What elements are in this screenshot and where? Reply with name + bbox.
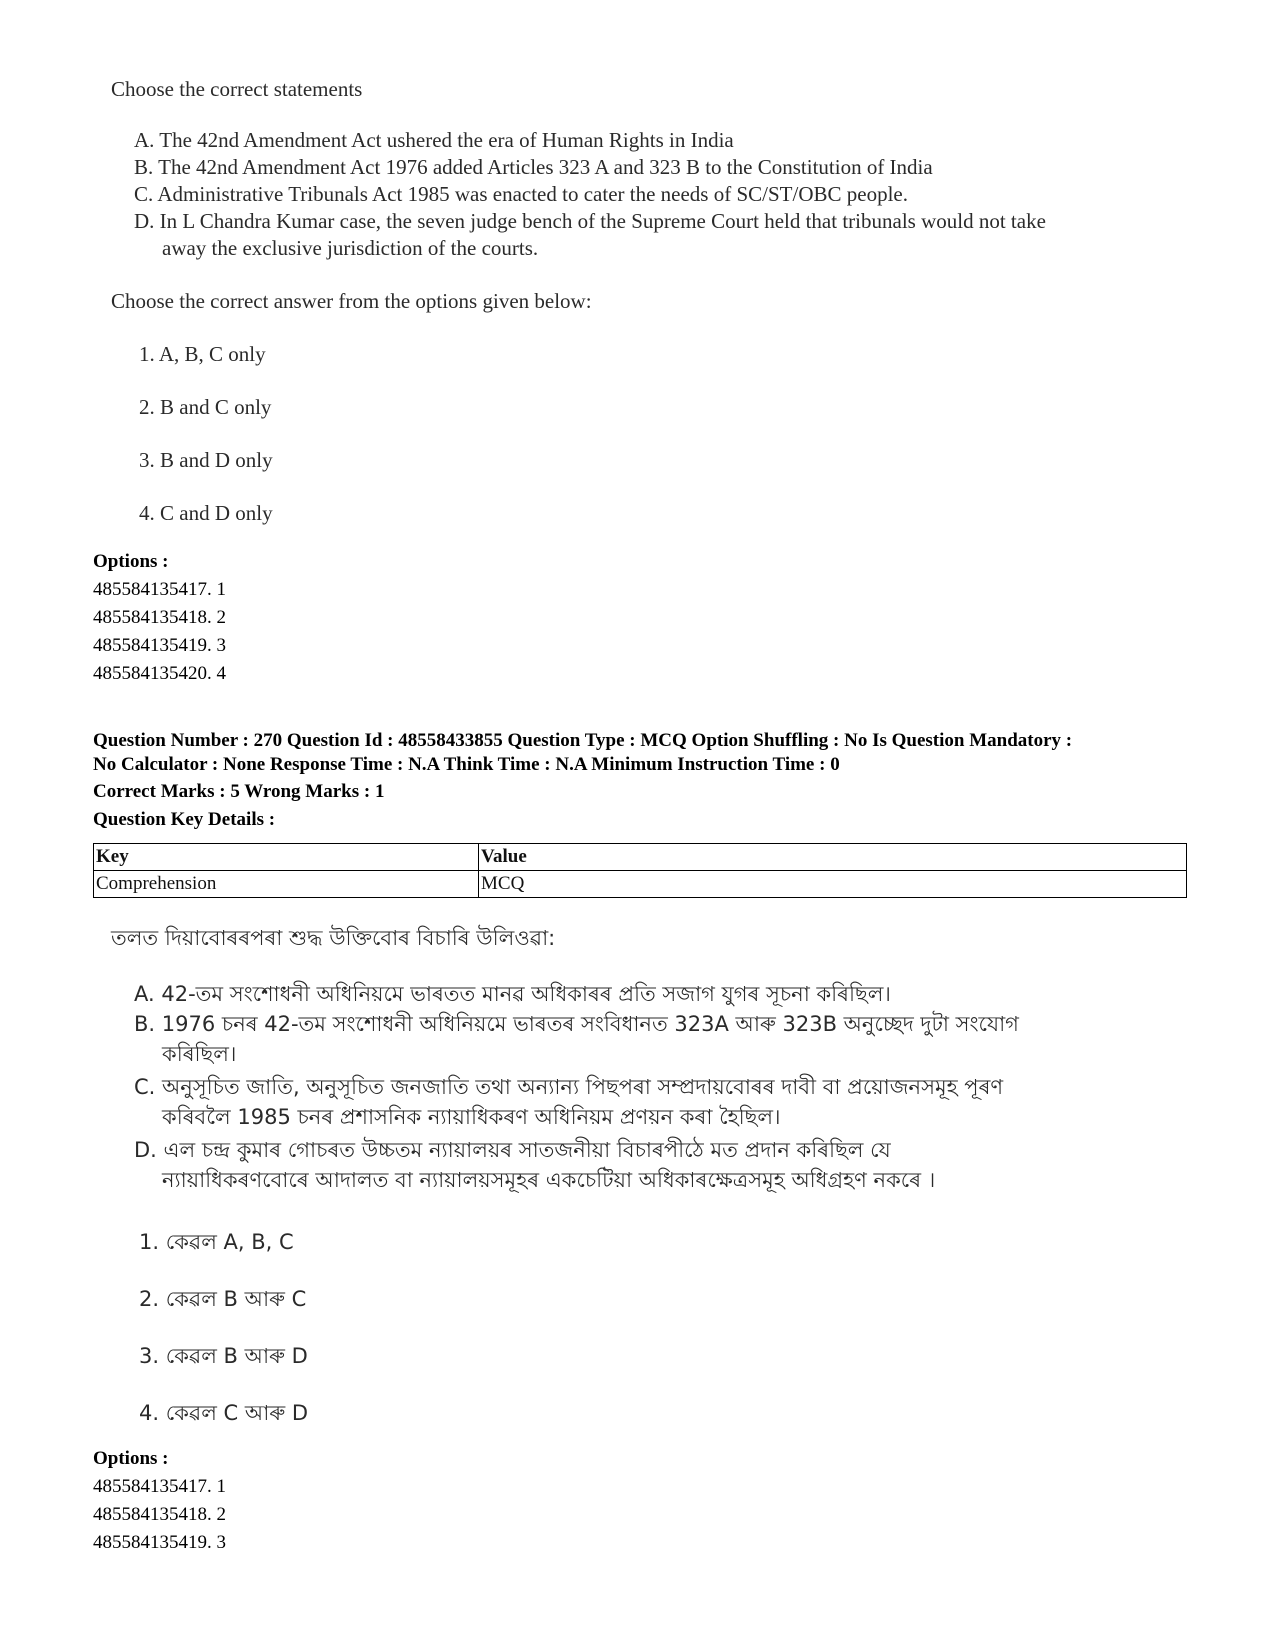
statement-a-assamese: A. 42-তম সংশোধনী অধিনিয়মে ভাৰতত মানৱ অধিকাৰৰ প্ৰতি সজাগ যুগৰ সূচনা কৰিছিল। — [134, 982, 891, 1006]
option-id-3: 485584135419. 3 — [93, 635, 226, 656]
statement-b-cont-assamese: কৰিছিল। — [162, 1042, 237, 1066]
key-details-label: Question Key Details : — [93, 809, 276, 830]
statement-d: D. In L Chandra Kumar case, the seven judge bench of the Supreme Court held that tribunals would not take — [134, 209, 1046, 233]
choice-3-assamese: 3. কেৱল B আৰু D — [139, 1344, 308, 1368]
statement-a: A. The 42nd Amendment Act ushered the era of Human Rights in India — [134, 128, 734, 152]
option-id-4: 485584135420. 4 — [93, 663, 226, 684]
choice-3: 3. B and D only — [139, 448, 273, 472]
table-row — [94, 871, 1187, 898]
table-header-row — [94, 844, 1187, 871]
question-meta-line-2: No Calculator : None Response Time : N.A Think Time : N.A Minimum Instruction Time : 0 — [93, 754, 840, 775]
option-id-2: 485584135418. 2 — [93, 607, 226, 628]
choice-4-assamese: 4. কেৱল C আৰু D — [139, 1401, 309, 1425]
choice-1: 1. A, B, C only — [139, 342, 266, 366]
option-id-2-2: 485584135418. 2 — [93, 1504, 226, 1525]
choice-2: 2. B and C only — [139, 395, 272, 419]
statement-c: C. Administrative Tribunals Act 1985 was enacted to cater the needs of SC/ST/OBC people. — [134, 182, 908, 206]
statement-d-assamese: D. এল চন্দ্ৰ কুমাৰ গোচৰত উচ্চতম ন্যায়ালয়ৰ সাতজনীয়া বিচাৰপীঠে মত প্ৰদান কৰিছিল যে — [134, 1138, 891, 1162]
table-header-key: Key — [94, 844, 479, 871]
table-cell-value: MCQ — [479, 871, 1187, 898]
options-label-2: Options : — [93, 1448, 169, 1469]
options-label: Options : — [93, 551, 169, 572]
answer-instruction: Choose the correct answer from the options given below: — [111, 289, 592, 313]
question-meta-line-1: Question Number : 270 Question Id : 48558433855 Question Type : MCQ Option Shuffling : No Is Question Mandatory : — [93, 730, 1073, 751]
statement-d-cont: away the exclusive jurisdiction of the courts. — [162, 236, 539, 260]
option-id-2-3: 485584135419. 3 — [93, 1532, 226, 1553]
option-id-2-1: 485584135417. 1 — [93, 1476, 226, 1497]
question-prompt: Choose the correct statements — [111, 77, 363, 101]
option-id-1: 485584135417. 1 — [93, 579, 226, 600]
choice-4: 4. C and D only — [139, 501, 273, 525]
table-header-value: Value — [479, 844, 1187, 871]
table-cell-key: Comprehension — [94, 871, 479, 898]
statement-c-cont-assamese: কৰিবলৈ 1985 চনৰ প্ৰশাসনিক ন্যায়াধিকৰণ অধিনিয়ম প্ৰণয়ন কৰা হৈছিল। — [162, 1105, 781, 1129]
statement-d-cont-assamese: ন্যায়াধিকৰণবোৰে আদালত বা ন্যায়ালয়সমূহৰ একচেটিয়া অধিকাৰক্ষেত্ৰসমূহ অধিগ্ৰহণ নকৰে । — [162, 1168, 936, 1192]
statement-b: B. The 42nd Amendment Act 1976 added Articles 323 A and 323 B to the Constitution of India — [134, 155, 933, 179]
marks-line: Correct Marks : 5 Wrong Marks : 1 — [93, 781, 385, 802]
statement-b-assamese: B. 1976 চনৰ 42-তম সংশোধনী অধিনিয়মে ভাৰতৰ সংবিধানত 323A আৰু 323B অনুচ্ছেদ দুটা সংযোগ — [134, 1012, 1019, 1036]
choice-2-assamese: 2. কেৱল B আৰু C — [139, 1287, 307, 1311]
key-details-table — [93, 843, 1187, 898]
statement-c-assamese: C. অনুসূচিত জাতি, অনুসূচিত জনজাতি তথা অন্যান্য পিছপৰা সম্প্ৰদায়বোৰৰ দাবী বা প্ৰয়োজনসমূহ পূৰণ — [134, 1075, 1004, 1099]
question-prompt-assamese: তলত দিয়াবোৰৰপৰা শুদ্ধ উক্তিবোৰ বিচাৰি উলিওৱা: — [111, 926, 556, 950]
choice-1-assamese: 1. কেৱল A, B, C — [139, 1230, 294, 1254]
